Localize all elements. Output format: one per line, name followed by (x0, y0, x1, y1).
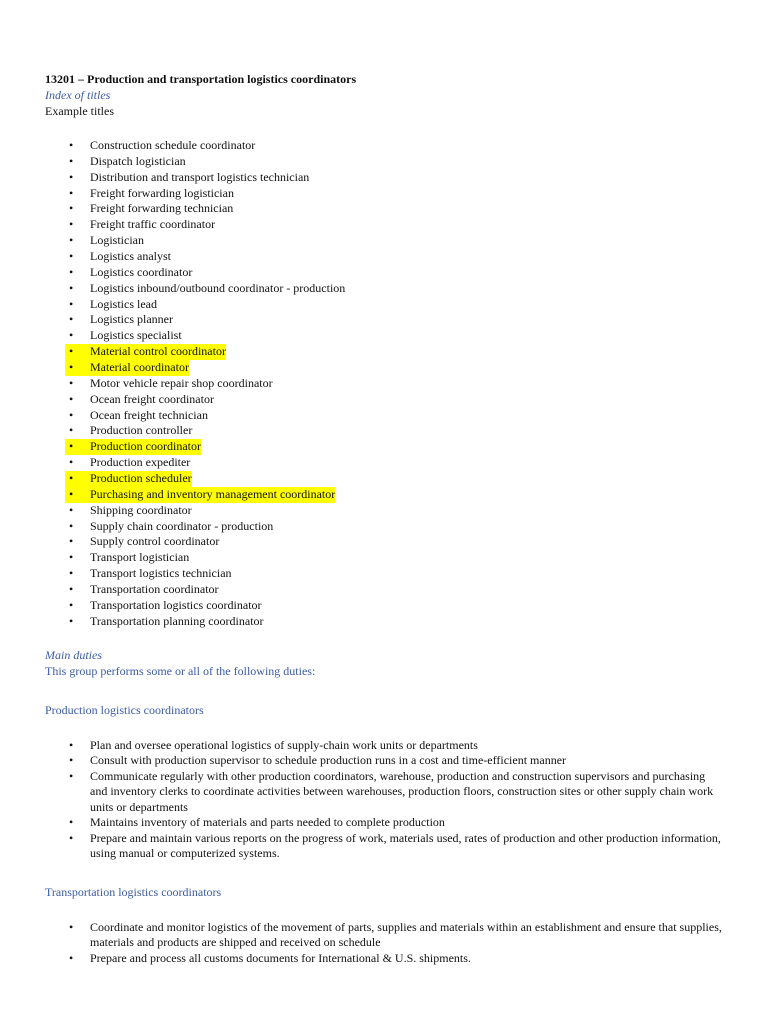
bullet-icon: • (69, 753, 74, 768)
list-item (45, 423, 725, 439)
title-label: Dispatch logistician (90, 153, 186, 168)
title-label: Logistics planner (90, 312, 173, 327)
title-label: Freight traffic coordinator (90, 217, 216, 232)
list-item (45, 566, 725, 582)
title-label: Distribution and transport logistics technician (90, 169, 310, 184)
list-item (45, 138, 725, 154)
title-label: Material control coordinator (90, 344, 226, 359)
bullet-icon: • (69, 769, 74, 784)
main-duties-intro: This group performs some or all of the following duties: (45, 663, 316, 678)
title-label: Logistician (90, 233, 144, 248)
bullet-icon: • (65, 344, 90, 360)
bullet-icon: • (69, 502, 74, 517)
duty-text: Prepare and process all customs documents for International & U.S. shipments. (90, 950, 471, 965)
duty-text: Prepare and maintain various reports on the progress of work, materials used, rates of production and other production information, using manual or computerized systems. (90, 831, 721, 861)
bullet-icon: • (69, 153, 74, 168)
list-item (45, 312, 725, 328)
bullet-icon: • (69, 375, 74, 390)
bullet-icon: • (69, 296, 74, 311)
title-label: Motor vehicle repair shop coordinator (90, 375, 273, 390)
list-item (45, 170, 725, 186)
list-item (45, 503, 725, 519)
title-label: Transportation coordinator (90, 582, 219, 597)
duty-text: Communicate regularly with other production coordinators, warehouse, production and construction supervisors and purchasing and inventory clerks to coordinate activities between warehouses, production floors, construction sites or other supply chain work units or departments (90, 769, 714, 814)
list-item (45, 455, 725, 471)
list-item (45, 392, 725, 408)
bullet-icon: • (69, 613, 74, 628)
list-item (45, 582, 725, 598)
bullet-icon: • (69, 566, 74, 581)
main-duties-link[interactable]: Main duties (45, 647, 102, 662)
title-label: Production controller (90, 423, 193, 438)
title-label: Production expediter (90, 455, 191, 470)
bullet-icon: • (69, 597, 74, 612)
bullet-icon: • (69, 391, 74, 406)
bullet-icon: • (69, 950, 74, 965)
list-item (45, 471, 725, 487)
production-duties-list (45, 738, 725, 862)
title-label: Ocean freight coordinator (90, 391, 214, 406)
list-item (45, 328, 725, 344)
bullet-icon: • (69, 328, 74, 343)
list-item (45, 376, 725, 392)
bullet-icon: • (69, 455, 74, 470)
bullet-icon: • (69, 919, 74, 934)
list-item (45, 186, 725, 202)
list-item (45, 154, 725, 170)
bullet-icon: • (65, 439, 90, 455)
transportation-duties-list (45, 920, 725, 966)
list-item (45, 233, 725, 249)
title-label: Ocean freight technician (90, 407, 208, 422)
bullet-icon: • (69, 280, 74, 295)
list-item (45, 534, 725, 550)
title-label: Logistics specialist (90, 328, 182, 343)
duty-item (45, 753, 725, 768)
bullet-icon: • (69, 815, 74, 830)
list-item (45, 598, 725, 614)
bullet-icon: • (69, 138, 74, 152)
title-label: Freight forwarding technician (90, 201, 234, 216)
bullet-icon: • (69, 550, 74, 565)
duty-item (45, 815, 725, 830)
list-item (45, 408, 725, 424)
list-item (45, 344, 725, 360)
list-item (45, 360, 725, 376)
title-label: Supply control coordinator (90, 534, 220, 549)
bullet-icon: • (69, 312, 74, 327)
title-label: Transportation logistics coordinator (90, 597, 262, 612)
title-label: Transport logistician (90, 550, 190, 565)
title-label: Logistics coordinator (90, 264, 193, 279)
section-heading-production: Production logistics coordinators (45, 702, 204, 717)
page-title: 13201 – Production and transportation logistics coordinators (45, 72, 357, 86)
bullet-icon: • (65, 487, 90, 503)
example-titles-list (45, 138, 725, 630)
list-item (45, 297, 725, 313)
bullet-icon: • (69, 518, 74, 533)
bullet-icon: • (69, 831, 74, 846)
bullet-icon: • (69, 185, 74, 200)
title-label: Transport logistics technician (90, 566, 232, 581)
duty-text: Coordinate and monitor logistics of the movement of parts, supplies and materials within an establishment and ensure that supplies, materials and products are shipped and received on schedule (90, 919, 722, 949)
bullet-icon: • (69, 249, 74, 264)
index-of-titles-link[interactable]: Index of titles (45, 88, 111, 102)
bullet-icon: • (69, 264, 74, 279)
list-item (45, 281, 725, 297)
document-content (45, 71, 725, 966)
duty-text: Maintains inventory of materials and parts needed to complete production (90, 815, 445, 830)
duty-text: Consult with production supervisor to schedule production runs in a cost and time-efficient manner (90, 753, 567, 768)
title-label: Material coordinator (90, 360, 189, 375)
list-item (45, 217, 725, 233)
list-item (45, 249, 725, 265)
list-item (45, 201, 725, 217)
title-label: Purchasing and inventory management coordinator (90, 486, 336, 501)
bullet-icon: • (69, 201, 74, 216)
bullet-icon: • (69, 423, 74, 438)
duty-text: Plan and oversee operational logistics of supply-chain work units or departments (90, 737, 478, 752)
title-label: Production coordinator (90, 439, 201, 454)
list-item (45, 265, 725, 281)
duty-item (45, 831, 725, 861)
bullet-icon: • (69, 233, 74, 248)
bullet-icon: • (69, 737, 74, 752)
title-label: Production scheduler (90, 471, 192, 486)
duty-item (45, 920, 725, 950)
list-item (45, 614, 725, 630)
bullet-icon: • (65, 471, 90, 487)
section-heading-transportation: Transportation logistics coordinators (45, 884, 222, 899)
duty-item (45, 738, 725, 753)
list-item (45, 439, 725, 455)
title-label: Freight forwarding logistician (90, 185, 234, 200)
title-label: Supply chain coordinator - production (90, 518, 274, 533)
bullet-icon: • (65, 360, 90, 376)
duty-item (45, 769, 725, 815)
bullet-icon: • (69, 582, 74, 597)
duty-item (45, 951, 725, 966)
bullet-icon: • (69, 169, 74, 184)
title-label: Construction schedule coordinator (90, 138, 256, 152)
bullet-icon: • (69, 407, 74, 422)
list-item (45, 487, 725, 503)
bullet-icon: • (69, 217, 74, 232)
title-label: Shipping coordinator (90, 502, 192, 517)
title-label: Transportation planning coordinator (90, 613, 264, 628)
list-item (45, 550, 725, 566)
example-titles-label: Example titles (45, 104, 114, 118)
title-label: Logistics analyst (90, 249, 171, 264)
title-label: Logistics inbound/outbound coordinator - production (90, 280, 346, 295)
bullet-icon: • (69, 534, 74, 549)
title-label: Logistics lead (90, 296, 157, 311)
list-item (45, 519, 725, 535)
